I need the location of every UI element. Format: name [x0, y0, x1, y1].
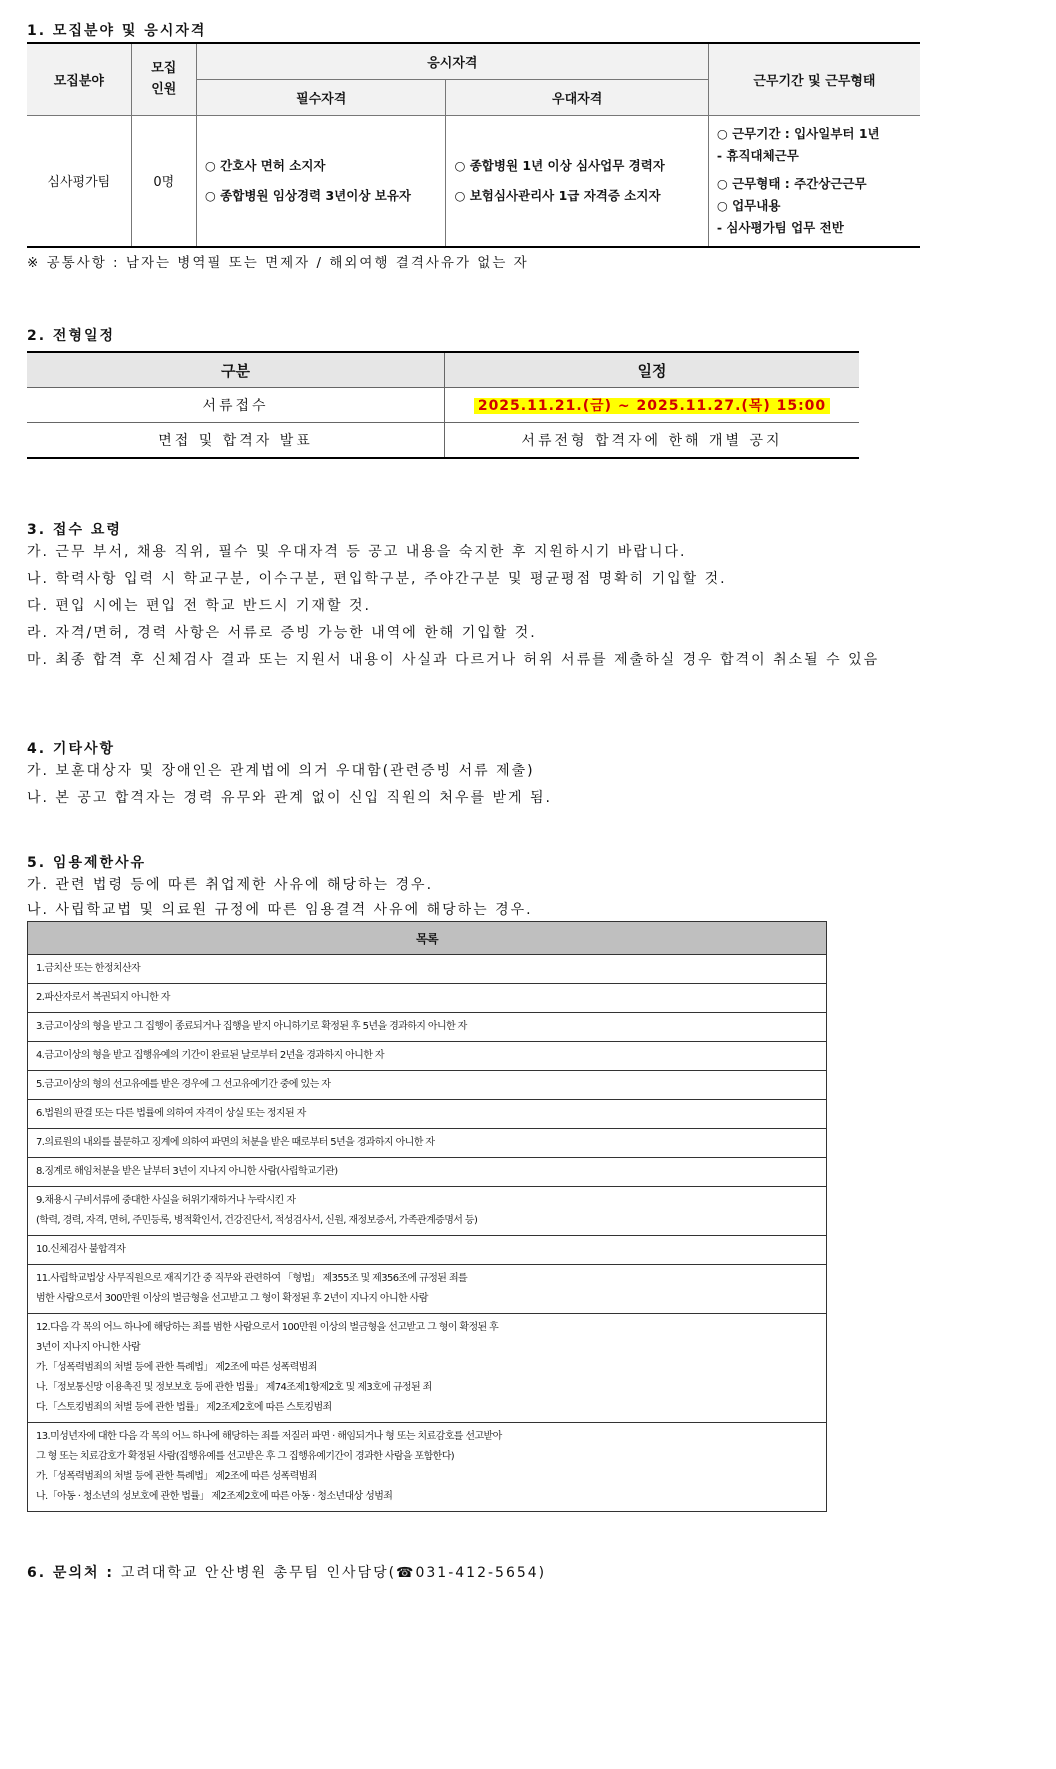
disqualification-line: 나.「아동 · 청소년의 성보호에 관한 법률」 제2조제2호에 따른 아동 · 청소년대상 성범죄	[36, 1491, 393, 1502]
required-item: ○ 종합병원 임상경력 3년이상 보유자	[204, 187, 411, 203]
section4-item: 가. 보훈대상자 및 장애인은 관계법에 의거 우대함(관련증빙 서류 제출)	[27, 763, 535, 779]
cell-field: 심사평가팀	[27, 115, 131, 247]
disqualification-line: 그 형 또는 치료감호가 확정된 사람(집행유예를 선고받은 후 그 집행유예기간이 경과한 사람을 포함한다)	[36, 1451, 455, 1462]
disqualification-line: 11.사립학교법상 사무직원으로 재직기간 중 직무와 관련하여 「형법」 제355조 및 제356조에 규정된 죄를	[36, 1273, 468, 1284]
section3-item: 다. 편입 시에는 편입 전 학교 반드시 기재할 것.	[27, 598, 371, 614]
disqualification-cell	[28, 984, 827, 1013]
disqualification-line: 3.금고이상의 형을 받고 그 집행이 종료되거나 집행을 받지 아니하기로 확정된 후 5년을 경과하지 아니한 자	[36, 1021, 467, 1032]
period-item: ○ 근무형태 : 주간상근근무	[716, 175, 867, 191]
table-row	[28, 1013, 827, 1042]
section3-list	[27, 539, 1027, 674]
disqualification-line: 다.「스토킹범죄의 처벌 등에 관한 법률」 제2조제2호에 따른 스토킹범죄	[36, 1402, 332, 1413]
disqualification-line: (학력, 경력, 자격, 면허, 주민등록, 병적확인서, 건강진단서, 적성검사서, 신원, 재정보증서, 가족관계증명서 등)	[36, 1215, 478, 1226]
table-row	[28, 1314, 827, 1423]
table-row	[28, 1100, 827, 1129]
disqualification-line: 9.채용시 구비서류에 중대한 사실을 허위기재하거나 누락시킨 자	[36, 1195, 296, 1206]
section3-item: 마. 최종 합격 후 신체검사 결과 또는 지원서 내용이 사실과 다르거나 허위 서류를 제출하실 경우 합격이 취소될 수 있음	[27, 652, 880, 668]
disqualification-line: 범한 사람으로서 300만원 이상의 벌금형을 선고받고 그 형이 확정된 후 2년이 지나지 아니한 사람	[36, 1293, 428, 1304]
th-required: 필수자격	[196, 79, 446, 115]
th-schedule: 일정	[445, 352, 860, 388]
table-row	[28, 1265, 827, 1314]
period-item: ○ 근무기간 : 입사일부터 1년	[716, 125, 880, 141]
disqualification-line: 6.법원의 판결 또는 다른 법률에 의하여 자격이 상실 또는 정지된 자	[36, 1108, 306, 1119]
schedule-value: 서류전형 합격자에 한해 개별 공지	[445, 423, 860, 459]
schedule-value-cell	[445, 388, 860, 423]
disqualification-line: 10.신체검사 불합격자	[36, 1244, 126, 1255]
table-row	[28, 984, 827, 1013]
disqualification-line: 7.의료원의 내외를 불문하고 징계에 의하여 파면의 처분을 받은 때로부터 5년을 경과하지 아니한 자	[36, 1137, 435, 1148]
section3-item: 나. 학력사항 입력 시 학교구분, 이수구분, 편입학구분, 주야간구분 및 평균평점 명확히 기입할 것.	[27, 571, 727, 587]
period-item: - 심사평가팀 업무 전반	[716, 219, 844, 235]
disqualification-line: 13.미성년자에 대한 다음 각 목의 어느 하나에 해당하는 죄를 저질러 파면 · 해임되거나 형 또는 치료감호를 선고받아	[36, 1431, 502, 1442]
section4-list	[27, 758, 1027, 812]
disqualification-line: 4.금고이상의 형을 받고 집행유예의 기간이 완료된 날로부터 2년을 경과하지 아니한 자	[36, 1050, 384, 1061]
section5-list	[27, 872, 1027, 921]
disqualification-line: 5.금고이상의 형의 선고유예를 받은 경우에 그 선고유예기간 중에 있는 자	[36, 1079, 331, 1090]
disqualification-line: 8.징계로 해임처분을 받은 날부터 3년이 지나지 아니한 사람(사립학교기관)	[36, 1166, 338, 1177]
cell-preferred	[446, 115, 708, 247]
section6-contact	[27, 1562, 1027, 1582]
disqualification-line: 가.「성폭력범죄의 처벌 등에 관한 특례법」 제2조에 따른 성폭력범죄	[36, 1362, 317, 1373]
table-row	[28, 955, 827, 984]
disqualification-cell	[28, 1187, 827, 1236]
qualification-table	[27, 42, 920, 248]
schedule-label: 서류접수	[27, 388, 445, 423]
cell-headcount: 0명	[131, 115, 196, 247]
schedule-label: 면접 및 합격자 발표	[27, 423, 445, 459]
section3-item: 가. 근무 부서, 채용 직위, 필수 및 우대자격 등 공고 내용을 숙지한 후 지원하시기 바랍니다.	[27, 544, 687, 560]
section1-heading: 1. 모집분야 및 응시자격	[27, 23, 207, 39]
disqualification-line: 3년이 지나지 아니한 사람	[36, 1342, 141, 1353]
disqualification-cell	[28, 1071, 827, 1100]
section6-text: 고려대학교 안산병원 총무팀 인사담당(☎031-412-5654)	[120, 1565, 547, 1581]
th-headcount: 모집 인원	[131, 43, 196, 115]
section4-item: 나. 본 공고 합격자는 경력 유무와 관계 없이 신입 직원의 처우를 받게 됨.	[27, 790, 552, 806]
disqualification-line: 1.금치산 또는 한정치산자	[36, 963, 141, 974]
section3-heading: 3. 접수 요령	[27, 522, 122, 538]
preferred-item: ○ 종합병원 1년 이상 심사업무 경력자	[454, 157, 665, 173]
section4-heading: 4. 기타사항	[27, 741, 116, 757]
disqualification-cell	[28, 1100, 827, 1129]
section2-heading: 2. 전형일정	[27, 328, 116, 344]
disqualification-line: 12.다음 각 목의 어느 하나에 해당하는 죄를 범한 사람으로서 100만원 이상의 벌금형을 선고받고 그 형이 확정된 후	[36, 1322, 499, 1333]
section5-item: 나. 사립학교법 및 의료원 규정에 따른 임용결격 사유에 해당하는 경우.	[27, 902, 533, 918]
disqualification-cell	[28, 1042, 827, 1071]
section5-item: 가. 관련 법령 등에 따른 취업제한 사유에 해당하는 경우.	[27, 877, 434, 893]
disqualification-cell	[28, 1314, 827, 1423]
preferred-item: ○ 보험심사관리사 1급 자격증 소지자	[454, 187, 661, 203]
disqualification-cell	[28, 1423, 827, 1512]
table-row	[28, 1187, 827, 1236]
th-period-type: 근무기간 및 근무형태	[708, 43, 920, 115]
schedule-table	[27, 351, 859, 459]
schedule-value-highlight: 2025.11.21.(금) ~ 2025.11.27.(목) 15:00	[474, 398, 830, 414]
table-row	[28, 1236, 827, 1265]
disqualification-line: 나.「정보통신망 이용촉진 및 정보보호 등에 관한 법률」 제74조제1항제2호 및 제3호에 규정된 죄	[36, 1382, 432, 1393]
disqualification-cell	[28, 1013, 827, 1042]
table-row	[28, 1042, 827, 1071]
section6-heading: 6. 문의처 :	[27, 1565, 114, 1581]
th-category: 구분	[27, 352, 445, 388]
th-field: 모집분야	[27, 43, 131, 115]
th-preferred: 우대자격	[446, 79, 708, 115]
disqualification-cell	[28, 1265, 827, 1314]
section3-item: 라. 자격/면허, 경력 사항은 서류로 증빙 가능한 내역에 한해 기입할 것.	[27, 625, 537, 641]
disqualification-cell	[28, 1129, 827, 1158]
table-row	[28, 1071, 827, 1100]
table-row	[28, 1129, 827, 1158]
table-row	[28, 1423, 827, 1512]
cell-required	[196, 115, 446, 247]
disqualification-cell	[28, 955, 827, 984]
th-qualification: 응시자격	[196, 43, 708, 79]
disqualification-line: 2.파산자로서 복권되지 아니한 자	[36, 992, 170, 1003]
disqualification-cell	[28, 1158, 827, 1187]
cell-period-type	[708, 115, 920, 247]
disqualification-cell	[28, 1236, 827, 1265]
disqualification-line: 가.「성폭력범죄의 처벌 등에 관한 특례법」 제2조에 따른 성폭력범죄	[36, 1471, 317, 1482]
table-row	[28, 1158, 827, 1187]
section1-note: ※ 공통사항 : 남자는 병역필 또는 면제자 / 해외여행 결격사유가 없는 자	[27, 255, 529, 271]
period-item: - 휴직대체근무	[716, 147, 799, 163]
section5-heading: 5. 임용제한사유	[27, 855, 147, 871]
disqualification-table	[27, 921, 827, 1512]
disqualification-rows	[28, 955, 827, 1512]
th-list: 목록	[28, 922, 827, 955]
recruitment-notice	[27, 20, 1027, 1582]
required-item: ○ 간호사 면허 소지자	[204, 157, 326, 173]
period-item: ○ 업무내용	[716, 197, 781, 213]
